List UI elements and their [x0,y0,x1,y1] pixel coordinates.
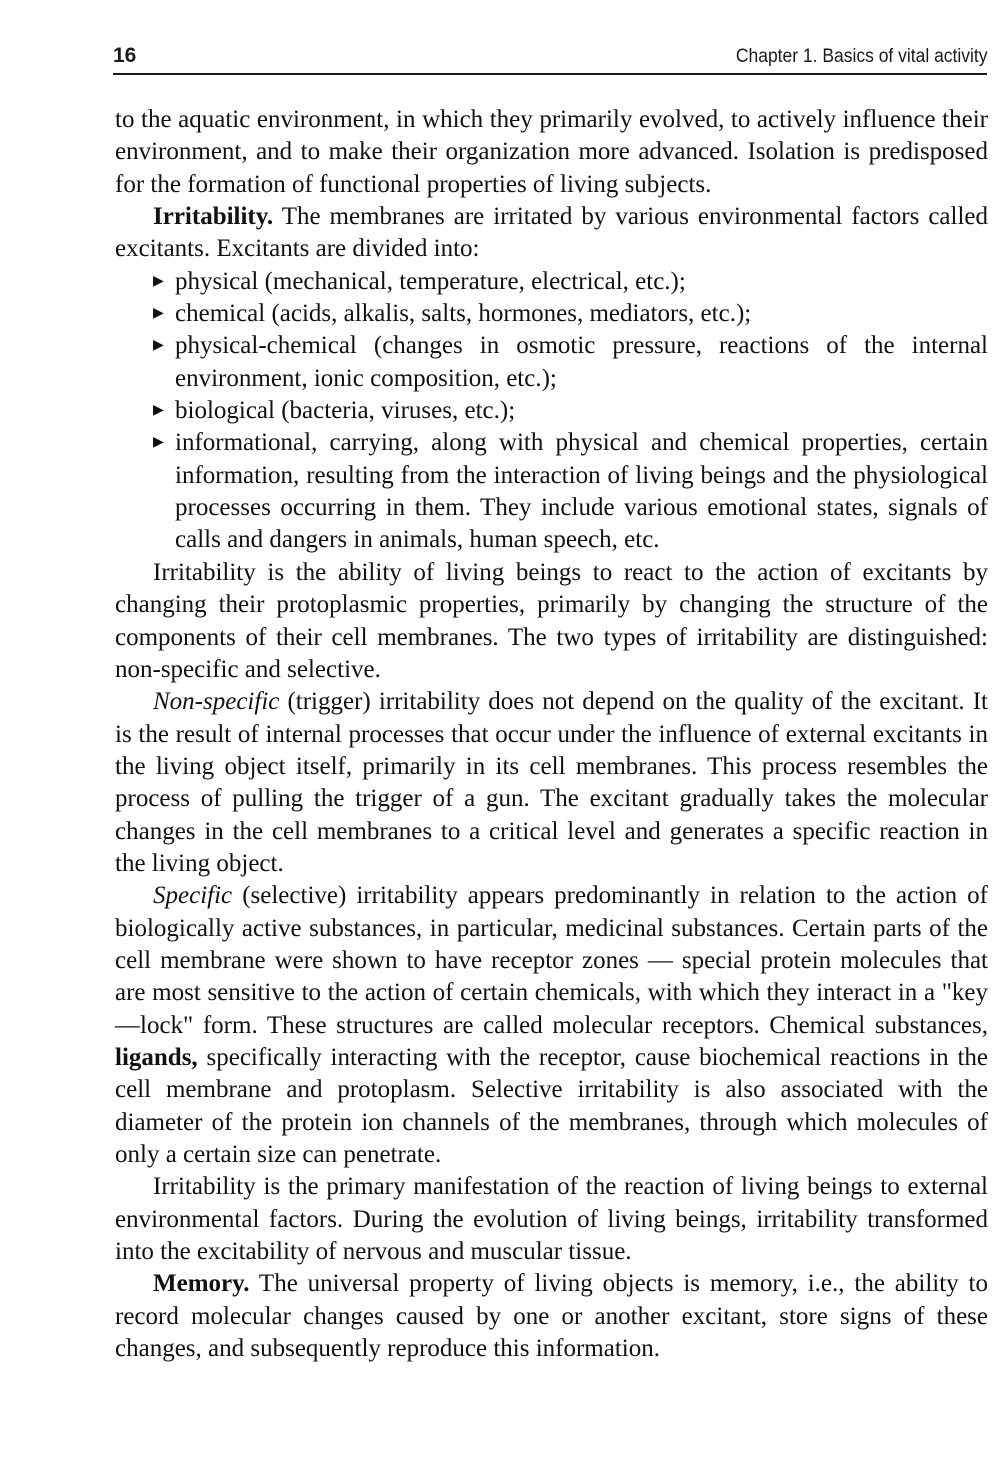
list-item-text: physical (mechanical, temperature, electrical, etc.); [175,267,686,295]
page-number: 16 [113,44,137,67]
triangle-bullet-icon: ▶ [153,403,164,419]
chapter-title: Chapter 1. Basics of vital activity [735,46,987,67]
list-item [115,427,988,556]
triangle-bullet-icon: ▶ [153,306,164,322]
specific-paragraph [115,880,988,1171]
irritability-paragraph [115,201,988,266]
irritability-intro: The membranes are irritated by various environmental factors called excitants. Excitants are divided into: [115,203,988,263]
list-item [115,266,988,298]
list-item [115,395,988,427]
excitant-list [115,266,988,557]
triangle-bullet-icon: ▶ [153,273,164,289]
list-item [115,298,988,330]
list-item-text: physical-chemical (changes in osmotic pressure, reactions of the internal environment, ionic composition, etc.); [175,332,988,392]
memory-paragraph [115,1268,988,1365]
specific-text-part-1: (selective) irritability appears predominantly in relation to the action of biologically active substances, in particular, medicinal substances. Certain parts of the cell membrane were shown to have receptor zones — special protein molecules that are most sensitive to the action of certain chemicals, with which they interact in a "key—lock" form. These structures are called molecular receptors. Chemical substances, [115,882,989,1039]
triangle-bullet-icon: ▶ [153,338,164,354]
nonspecific-term: Non-specific [153,688,280,716]
list-item-text: informational, carrying, along with physical and chemical properties, certain information, resulting from the interaction of living beings and the physiological processes occurring in them. They include various emotional states, signals of calls and dangers in animals, human speech, etc. [175,429,988,554]
irritability-definition-paragraph: Irritability is the ability of living beings to react to the action of excitants by changing their protoplasmic properties, primarily by changing the structure of the components of their cell membranes. The two types of irritability are distinguished: non-specific and selective. [115,558,988,683]
specific-text-part-2: specifically interacting with the receptor, cause biochemical reactions in the cell membrane and protoplasm. Selective irritability is also associated with the diameter of the protein ion channels of the membranes, through which molecules of only a certain size can penetrate. [115,1043,989,1168]
memory-text: The universal property of living objects is memory, i.e., the ability to record molecular changes caused by one or another excitant, store signs of these changes, and subsequently reproduce this information. [115,1270,988,1363]
triangle-bullet-icon: ▶ [153,435,164,451]
list-item [115,330,988,395]
nonspecific-paragraph [115,686,988,880]
irritability-heading: Irritability. [153,203,274,231]
running-head [113,44,987,74]
ligands-term: ligands, [115,1043,198,1071]
memory-heading: Memory. [153,1270,250,1298]
primary-manifestation-paragraph: Irritability is the primary manifestation of the reaction of living beings to external environmental factors. During the evolution of living beings, irritability transformed into the excitability of nervous and muscular tissue. [115,1173,988,1266]
body-text [115,104,988,1365]
header-rule [113,73,987,75]
list-item-text: chemical (acids, alkalis, salts, hormones, mediators, etc.); [175,300,752,328]
list-item-text: biological (bacteria, viruses, etc.); [175,397,516,425]
intro-paragraph: to the aquatic environment, in which they primarily evolved, to actively influence their environment, and to make their organization more advanced. Isolation is predisposed for the formation of functional properties of living subjects. [115,106,988,198]
specific-term: Specific [153,882,233,910]
nonspecific-text: (trigger) irritability does not depend on the quality of the excitant. It is the result of internal processes that occur under the influence of external excitants in the living object itself, primarily in its cell membranes. This process resembles the process of pulling the trigger of a gun. The excitant gradually takes the molecular changes in the cell membranes to a critical level and generates a specific reaction in the living object. [115,688,989,877]
